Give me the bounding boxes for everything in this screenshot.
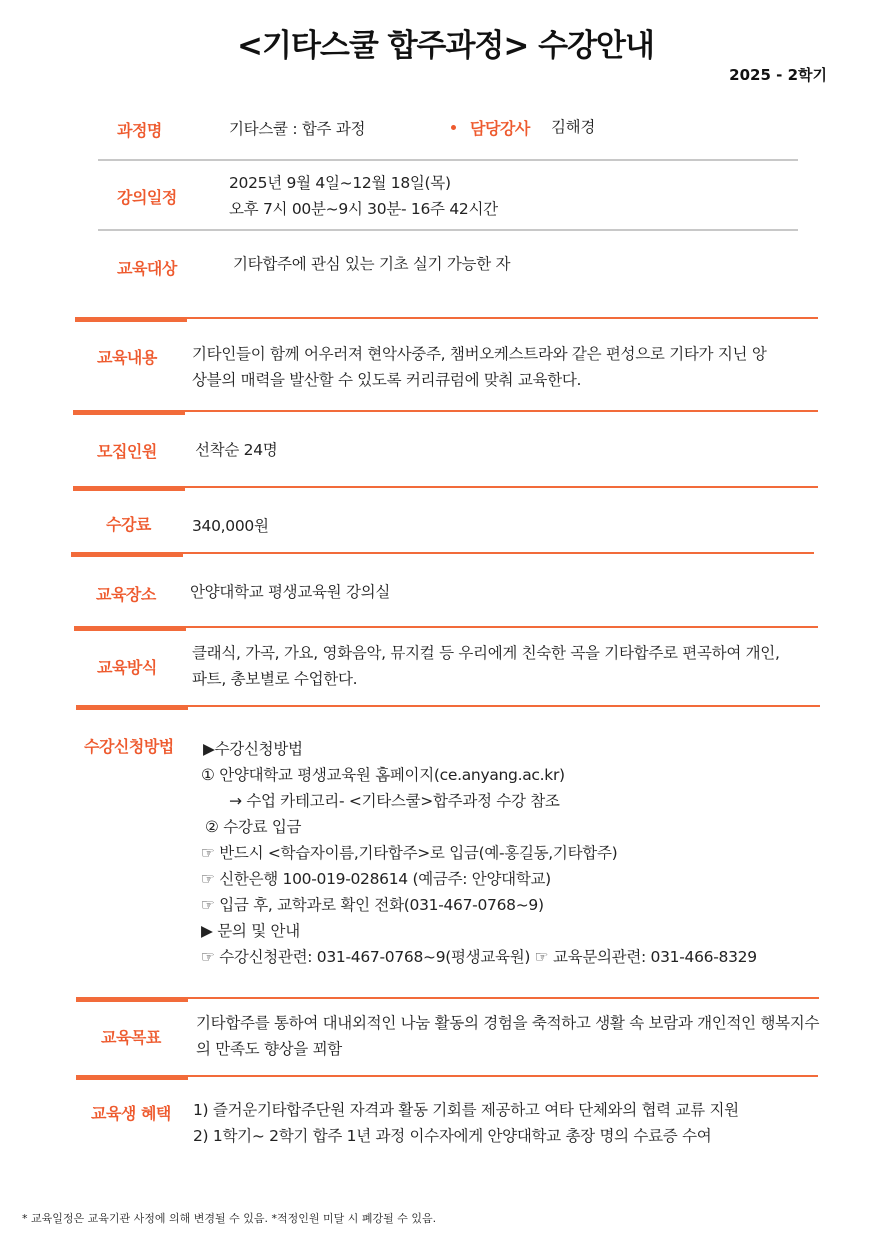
instructor-label: 담당강사 xyxy=(470,119,530,138)
schedule-line-2: 오후 7시 00분~9시 30분- 16주 42시간 xyxy=(229,200,498,218)
divider xyxy=(98,229,798,231)
capacity-value: 선착순 24명 xyxy=(195,441,278,459)
content-label: 교육내용 xyxy=(97,348,157,367)
place-label: 교육장소 xyxy=(96,585,156,604)
footnote: * 교육일정은 교육기관 사정에 의해 변경될 수 있음. *적정인원 미달 시 폐강될 수 있음. xyxy=(22,1212,437,1225)
apply-line-5: ☞ 반드시 <학습자이름,기타합주>로 입금(예-홍길동,기타합주) xyxy=(201,844,618,862)
target-value: 기타합주에 관심 있는 기초 실기 가능한 자 xyxy=(233,255,511,273)
section-rule xyxy=(71,552,814,554)
apply-line-2: ① 안양대학교 평생교육원 홈페이지(ce.anyang.ac.kr) xyxy=(201,766,565,784)
apply-line-1: ▶수강신청방법 xyxy=(203,740,303,758)
method-line-2: 파트, 총보별로 수업한다. xyxy=(192,670,358,688)
apply-line-7: ☞ 입금 후, 교학과로 확인 전화(031-467-0768~9) xyxy=(201,896,544,914)
fee-label: 수강료 xyxy=(106,515,151,534)
term-label: 2025 - 2학기 xyxy=(729,66,827,84)
bullet-icon xyxy=(451,125,456,130)
course-value: 기타스쿨 : 합주 과정 xyxy=(229,120,366,138)
section-rule xyxy=(73,486,818,488)
apply-label: 수강신청방법 xyxy=(84,737,174,756)
apply-line-4: ② 수강료 입금 xyxy=(205,818,302,836)
goal-line-2: 의 만족도 향상을 꾀함 xyxy=(196,1040,342,1058)
section-rule xyxy=(76,1075,818,1077)
section-rule xyxy=(73,410,818,412)
method-label: 교육방식 xyxy=(97,658,157,677)
section-rule xyxy=(76,997,819,999)
apply-line-9: ☞ 수강신청관련: 031-467-0768~9(평생교육원) ☞ 교육문의관련: 031-466-8329 xyxy=(201,948,757,966)
place-value: 안양대학교 평생교육원 강의실 xyxy=(190,583,391,601)
content-line-2: 상블의 매력을 발산할 수 있도록 커리큐럼에 맞춰 교육한다. xyxy=(192,371,582,389)
divider xyxy=(98,159,798,161)
benefit-line-1: 1) 즐거운기타합주단원 자격과 활동 기회를 제공하고 여타 단체와의 협력 교류 지원 xyxy=(193,1101,739,1119)
goal-line-1: 기타합주를 통하여 대내외적인 나눔 활동의 경험을 축적하고 생활 속 보람과 개인적인 행복지수 xyxy=(196,1014,820,1032)
content-line-1: 기타인들이 함께 어우러져 현악사중주, 챔버오케스트라와 같은 편성으로 기타가 지닌 앙 xyxy=(192,345,767,363)
instructor-value: 김해경 xyxy=(551,118,596,136)
section-rule xyxy=(74,626,818,628)
method-line-1: 클래식, 가곡, 가요, 영화음악, 뮤지컬 등 우리에게 친숙한 곡을 기타합주로 편곡하여 개인, xyxy=(192,644,780,662)
apply-line-8: ▶ 문의 및 안내 xyxy=(201,922,300,940)
fee-value: 340,000원 xyxy=(192,517,269,535)
target-label: 교육대상 xyxy=(117,259,177,278)
schedule-line-1: 2025년 9월 4일~12월 18일(목) xyxy=(229,174,451,192)
benefit-label: 교육생 혜택 xyxy=(91,1104,171,1123)
benefit-line-2: 2) 1학기~ 2학기 합주 1년 과정 이수자에게 안양대학교 총장 명의 수료증 수여 xyxy=(193,1127,712,1145)
section-rule xyxy=(76,705,820,707)
section-rule xyxy=(75,317,818,319)
apply-line-3: → 수업 카테고리- <기타스쿨>합주과정 수강 참조 xyxy=(229,792,560,810)
goal-label: 교육목표 xyxy=(101,1028,161,1047)
course-label: 과정명 xyxy=(117,121,162,140)
page-title: <기타스쿨 합주과정> 수강안내 xyxy=(237,28,654,64)
capacity-label: 모집인원 xyxy=(97,442,157,461)
apply-line-6: ☞ 신한은행 100-019-028614 (예금주: 안양대학교) xyxy=(201,870,551,888)
schedule-label: 강의일정 xyxy=(117,188,177,207)
